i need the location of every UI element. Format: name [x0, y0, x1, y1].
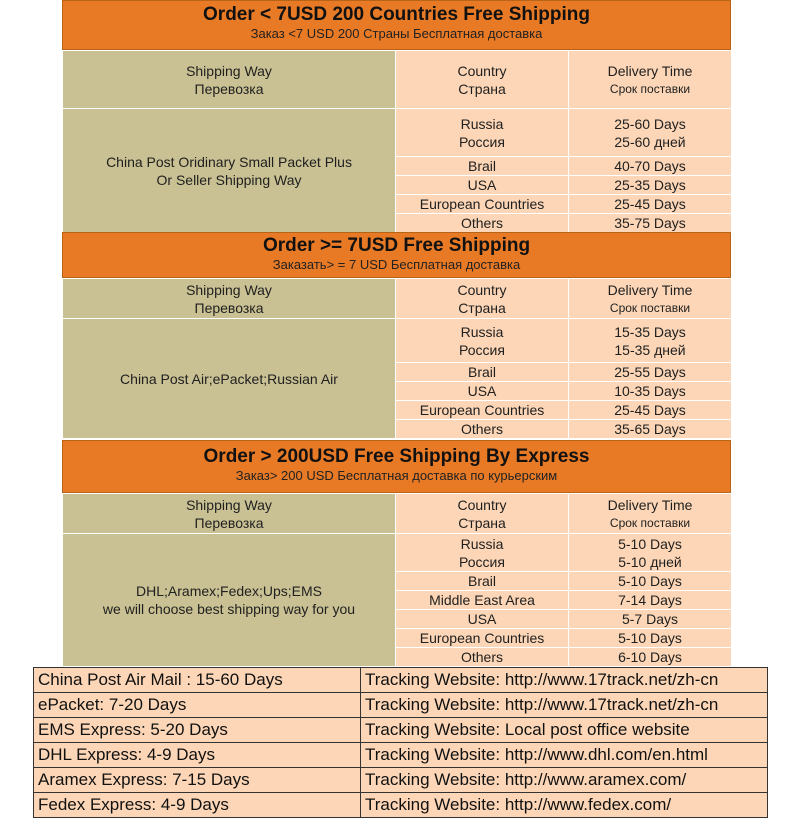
section-2-table: [62, 278, 732, 439]
country-cell: European Countries: [396, 401, 569, 420]
tracking-row: [34, 718, 768, 743]
country-header: Country Страна: [396, 279, 569, 319]
country-cell: USA: [396, 176, 569, 195]
country-cell: USA: [396, 382, 569, 401]
table-header-row: [63, 51, 732, 109]
tracking-website-cell: Tracking Website: http://www.dhl.com/en.html: [361, 743, 768, 768]
country-cell: Russia Россия: [396, 319, 569, 363]
tracking-row: [34, 793, 768, 818]
section-3-subtitle: Заказ> 200 USD Бесплатная доставка по курьерским: [235, 468, 558, 483]
carrier-cell: Aramex Express: 7-15 Days: [34, 768, 361, 793]
table-row: [63, 534, 732, 572]
shipping-method: China Post Air;ePacket;Russian Air: [63, 319, 396, 439]
section-3-table: [62, 493, 732, 667]
tracking-website-cell: Tracking Website: http://www.17track.net/zh-cn: [361, 693, 768, 718]
tracking-website-cell: Tracking Website: http://www.aramex.com/: [361, 768, 768, 793]
section-1-table: [62, 50, 732, 233]
country-cell: Brail: [396, 363, 569, 382]
country-cell: European Countries: [396, 195, 569, 214]
country-header: Country Страна: [396, 494, 569, 534]
tracking-row: [34, 693, 768, 718]
delivery-time-header: Delivery Time Срок поставки: [569, 279, 732, 319]
country-cell: Others: [396, 648, 569, 667]
carrier-cell: Fedex Express: 4-9 Days: [34, 793, 361, 818]
section-2-title: Order >= 7USD Free Shipping: [262, 235, 531, 256]
shipping-method: DHL;Aramex;Fedex;Ups;EMS we will choose best shipping way for you: [63, 534, 396, 667]
carrier-cell: DHL Express: 4-9 Days: [34, 743, 361, 768]
table-header-row: [63, 494, 732, 534]
delivery-cell: 7-14 Days: [569, 591, 732, 610]
delivery-cell: 5-10 Days: [569, 629, 732, 648]
carrier-cell: EMS Express: 5-20 Days: [34, 718, 361, 743]
country-cell: Brail: [396, 157, 569, 176]
tracking-row: [34, 743, 768, 768]
tracking-website-cell: Tracking Website: http://www.17track.net/zh-cn: [361, 668, 768, 693]
delivery-cell: 5-10 Days: [569, 572, 732, 591]
delivery-cell: 25-45 Days: [569, 401, 732, 420]
section-2-subtitle: Заказать> = 7 USD Бесплатная доставка: [272, 257, 521, 272]
delivery-cell: 35-65 Days: [569, 420, 732, 439]
table-header-row: [63, 279, 732, 319]
section-1-subtitle: Заказ <7 USD 200 Страны Бесплатная доставка: [250, 26, 543, 41]
country-cell: Middle East Area: [396, 591, 569, 610]
delivery-cell: 25-35 Days: [569, 176, 732, 195]
country-header: Country Страна: [396, 51, 569, 109]
country-cell: Others: [396, 420, 569, 439]
tracking-website-cell: Tracking Website: Local post office website: [361, 718, 768, 743]
country-cell: Brail: [396, 572, 569, 591]
section-2-header: [62, 232, 731, 278]
delivery-cell: 5-7 Days: [569, 610, 732, 629]
delivery-time-header: Delivery Time Срок поставки: [569, 494, 732, 534]
delivery-cell: 6-10 Days: [569, 648, 732, 667]
carrier-cell: ePacket: 7-20 Days: [34, 693, 361, 718]
delivery-cell: 40-70 Days: [569, 157, 732, 176]
shipping-method: China Post Oridinary Small Packet Plus Or Seller Shipping Way: [63, 109, 396, 233]
country-cell: Russia Россия: [396, 109, 569, 157]
shipping-way-header: Shipping Way Перевозка: [63, 494, 396, 534]
tracking-row: [34, 668, 768, 693]
delivery-cell: 10-35 Days: [569, 382, 732, 401]
carrier-cell: China Post Air Mail : 15-60 Days: [34, 668, 361, 693]
country-cell: Russia Россия: [396, 534, 569, 572]
delivery-cell: 25-60 Days 25-60 дней: [569, 109, 732, 157]
country-cell: USA: [396, 610, 569, 629]
tracking-row: [34, 768, 768, 793]
section-3-title: Order > 200USD Free Shipping By Express: [203, 446, 590, 467]
table-row: [63, 109, 732, 157]
tracking-website-cell: Tracking Website: http://www.fedex.com/: [361, 793, 768, 818]
delivery-cell: 25-45 Days: [569, 195, 732, 214]
section-3-header: [62, 440, 731, 493]
delivery-cell: 5-10 Days 5-10 дней: [569, 534, 732, 572]
section-1-header: [62, 0, 731, 50]
tracking-table: [33, 667, 768, 818]
delivery-time-header: Delivery Time Срок поставки: [569, 51, 732, 109]
shipping-way-header: Shipping Way Перевозка: [63, 279, 396, 319]
delivery-cell: 15-35 Days 15-35 дней: [569, 319, 732, 363]
table-row: [63, 319, 732, 363]
delivery-cell: 35-75 Days: [569, 214, 732, 233]
country-cell: Others: [396, 214, 569, 233]
country-cell: European Countries: [396, 629, 569, 648]
delivery-cell: 25-55 Days: [569, 363, 732, 382]
shipping-way-header: Shipping Way Перевозка: [63, 51, 396, 109]
section-1-title: Order < 7USD 200 Countries Free Shipping: [203, 4, 590, 25]
